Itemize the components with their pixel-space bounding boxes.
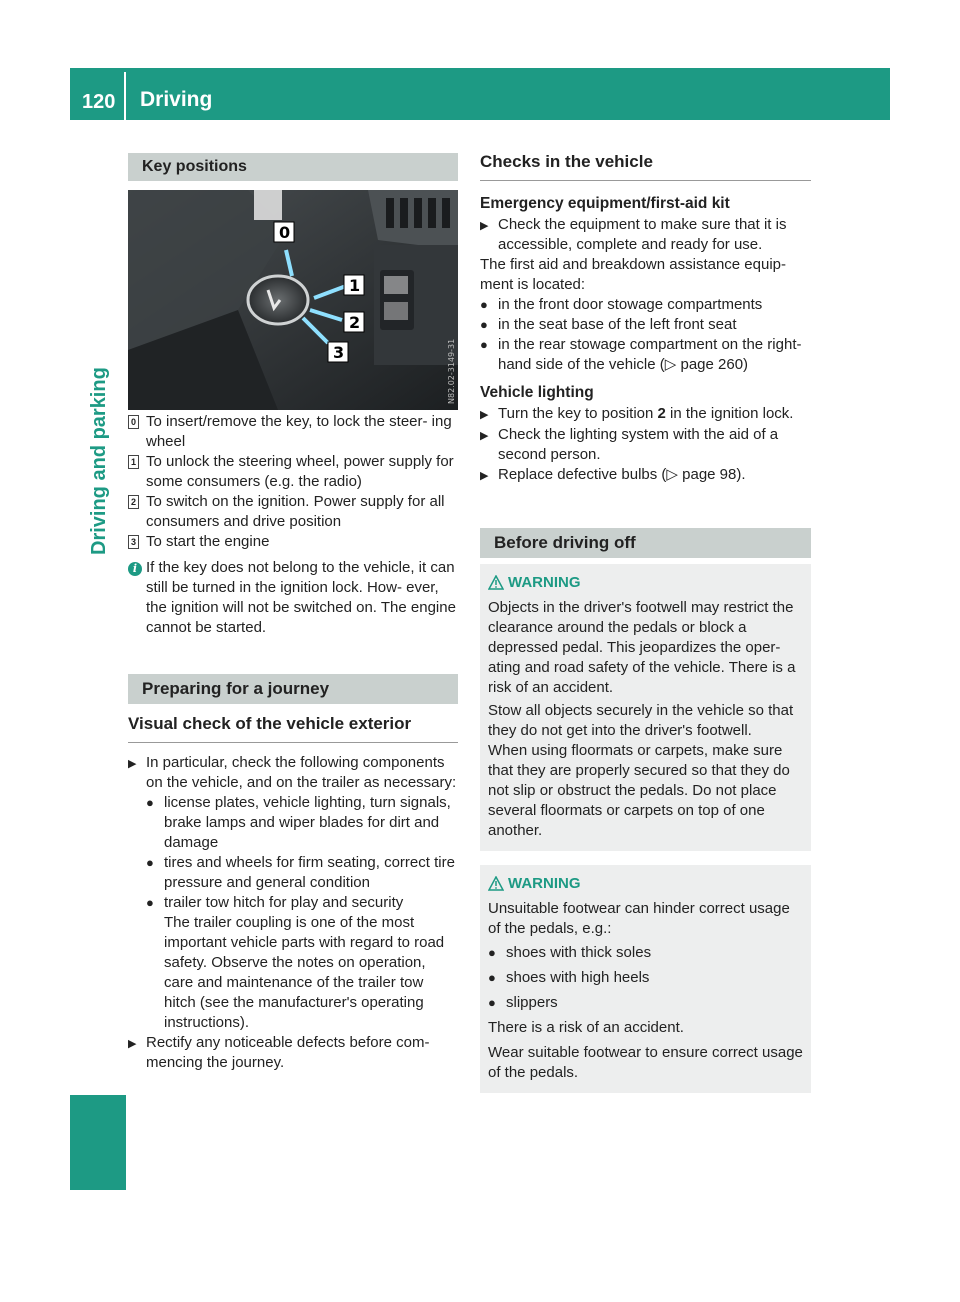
warning-triangle-icon <box>488 575 504 590</box>
ignition-lock-illustration <box>128 190 458 410</box>
instruction-step: ▶ In particular, check the following components on the vehicle, and on the trailer as necessary: <box>128 754 457 791</box>
paragraph: Unsuitable footwear can hinder correct usage of the pedals, e.g.: <box>488 900 790 937</box>
list-item: ● in the rear stowage compartment on the right- hand side of the vehicle (▷ page 260) <box>480 336 802 373</box>
section-key-positions: Key positions <box>128 153 458 181</box>
sidebar-chapter-label: Driving and parking <box>88 367 110 555</box>
step-arrow-icon: ▶ <box>480 430 489 442</box>
page-title: Driving <box>140 88 213 111</box>
trailer-note: The trailer coupling is one of the most important vehicle parts with regard to road safety. Observe the notes on operation, care and maintenance of the trailer tow hitch (see the manufacturer's operating instructions). <box>164 914 445 1031</box>
callout-1: 1 <box>349 276 361 295</box>
list-item: ● license plates, vehicle lighting, turn signals, brake lamps and wiper blades for dirt and damage <box>146 794 451 851</box>
subsection-vehicle-lighting: Vehicle lighting <box>480 384 594 401</box>
left-column <box>128 153 458 1073</box>
instruction-step: ▶ Check the lighting system with the aid of a second person. <box>480 426 779 463</box>
key-position-item: 1 To unlock the steering wheel, power supply for some consumers (e.g. the radio) <box>128 452 458 492</box>
warning-box <box>480 865 811 1093</box>
step-arrow-icon: ▶ <box>128 758 137 770</box>
subsection-emergency-equipment: Emergency equipment/first-aid kit <box>480 195 730 212</box>
list-item: ● in the front door stowage compartments <box>480 296 763 313</box>
paragraph: Objects in the driver's footwell may restrict the clearance around the pedals or block a depressed pedal. This jeopardizes the oper- ating and road safety of the vehicle. There is a risk of an accident. <box>488 599 796 696</box>
step-arrow-icon: ▶ <box>480 409 489 421</box>
right-column <box>480 150 811 1093</box>
callout-2: 2 <box>349 313 361 332</box>
page-number: 120 <box>82 91 116 113</box>
instruction-step: ▶ Rectify any noticeable defects before com- mencing the journey. <box>128 1034 430 1071</box>
list-item: ● slippers <box>488 994 558 1011</box>
list-item: ● tires and wheels for firm seating, correct tire pressure and general condition <box>146 854 455 891</box>
list-item: ● shoes with thick soles <box>488 944 652 961</box>
warning-box <box>480 564 811 851</box>
list-item: ● in the seat base of the left front seat <box>480 316 737 333</box>
paragraph: There is a risk of an accident. <box>488 1019 684 1036</box>
callout-3: 3 <box>333 343 345 362</box>
paragraph: Wear suitable footwear to ensure correct usage of the pedals. <box>488 1044 803 1081</box>
instruction-step: ▶ Turn the key to position 2 in the ignition lock. <box>480 405 794 422</box>
header-divider <box>124 72 126 120</box>
warning-label: WARNING <box>508 875 581 892</box>
subsection-visual-check: Visual check of the vehicle exterior <box>128 712 458 743</box>
section-before-driving-off: Before driving off <box>480 528 811 558</box>
sidebar-tab <box>70 1095 126 1190</box>
list-item: ● shoes with high heels <box>488 969 650 986</box>
ignition-lock-photo <box>128 190 458 410</box>
step-arrow-icon: ▶ <box>128 1038 137 1050</box>
list-item: ● trailer tow hitch for play and security The trailer coupling is one of the most important vehicle parts with regard to road safety. Observe the notes on operation, care and maintenance of the trailer tow hitch (see the manufacturer's operating instructions). <box>146 893 458 1033</box>
paragraph: The first aid and breakdown assistance equip- ment is located: <box>480 256 787 293</box>
instruction-step: ▶ Replace defective bulbs (▷ page 98). <box>480 466 746 483</box>
instruction-step: ▶ Check the equipment to make sure that it is accessible, complete and ready for use. <box>480 216 787 253</box>
key-position-item: 3 To start the engine <box>128 532 458 552</box>
paragraph: Stow all objects securely in the vehicle so that they do not get into the driver's footwell. <box>488 702 794 739</box>
warning-label: WARNING <box>508 574 581 591</box>
info-note: i If the key does not belong to the vehicle, it can still be turned in the ignition lock. How- ever, the ignition will not be switched on. The engine cannot be started. <box>128 558 458 638</box>
callout-0: 0 <box>279 223 291 242</box>
key-position-item: 0 To insert/remove the key, to lock the steer- ing wheel <box>128 412 458 452</box>
image-code: N82.02-3149-31 <box>447 338 456 404</box>
key-position-item: 2 To switch on the ignition. Power supply for all consumers and drive position <box>128 492 458 532</box>
step-arrow-icon: ▶ <box>480 220 489 232</box>
section-checks-in-vehicle: Checks in the vehicle <box>480 150 811 181</box>
paragraph: When using floormats or carpets, make sure that they are properly secured so that they do not slip or obstruct the pedals. Do not place several floormats or carpets on top of one another. <box>488 742 790 839</box>
section-preparing-journey: Preparing for a journey <box>128 674 458 704</box>
step-arrow-icon: ▶ <box>480 470 489 482</box>
warning-triangle-icon <box>488 876 504 891</box>
info-icon: i <box>128 562 142 576</box>
